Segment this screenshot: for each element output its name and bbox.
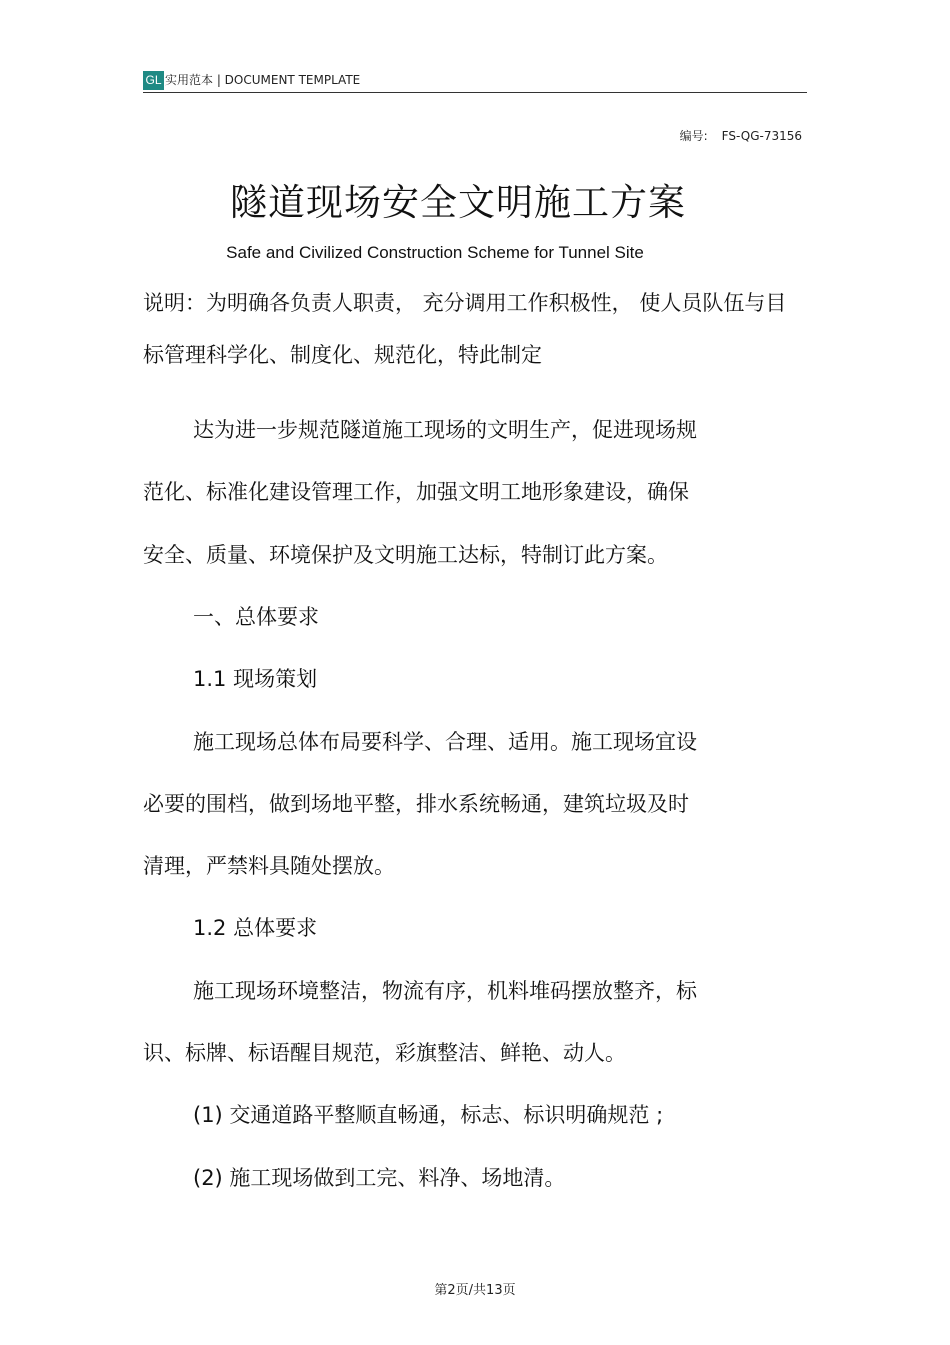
document-number-value: FS-QG-73156: [721, 129, 802, 143]
document-title: 隧道现场安全文明施工方案: [230, 181, 686, 224]
list-item: (1) 交通道路平整顺直畅通，标志、标识明确规范 ;: [193, 1103, 664, 1127]
brand-logo: GL: [143, 71, 164, 90]
document-subtitle: Safe and Civilized Construction Scheme for Tunnel Site: [226, 243, 644, 262]
body-line: 标管理科学化、制度化、规范化，特此制定: [143, 343, 542, 367]
body-line: 施工现场环境整洁，物流有序，机料堆码摆放整齐，标: [193, 979, 697, 1003]
body-line: 清理，严禁料具随处摆放。: [143, 854, 395, 878]
document-number-label: 编号:: [679, 129, 708, 143]
body-line: 达为进一步规范隧道施工现场的文明生产，促进现场规: [193, 418, 697, 442]
header-title: 实用范本 | DOCUMENT TEMPLATE: [165, 73, 361, 87]
list-item: (2) 施工现场做到工完、料净、场地清。: [193, 1166, 566, 1190]
document-number: [680, 127, 802, 144]
subsection-heading: 1.2 总体要求: [193, 916, 318, 940]
body-line: 范化、标准化建设管理工作，加强文明工地形象建设，确保: [143, 480, 689, 504]
page-header: [143, 70, 807, 93]
body-line: 施工现场总体布局要科学、合理、适用。施工现场宜设: [193, 730, 697, 754]
body-line: 必要的围档，做到场地平整，排水系统畅通，建筑垃圾及时: [143, 792, 689, 816]
subsection-heading: 1.1 现场策划: [193, 667, 318, 691]
section-heading: 一、总体要求: [193, 605, 319, 629]
page-footer: 第2页/共13页: [434, 1283, 516, 1298]
body-line: 识、标牌、标语醒目规范，彩旗整洁、鲜艳、动人。: [143, 1041, 626, 1065]
body-line: 说明：为明确各负责人职责， 充分调用工作积极性， 使人员队伍与目: [143, 291, 787, 315]
body-line: 安全、质量、环境保护及文明施工达标，特制订此方案。: [143, 543, 668, 567]
